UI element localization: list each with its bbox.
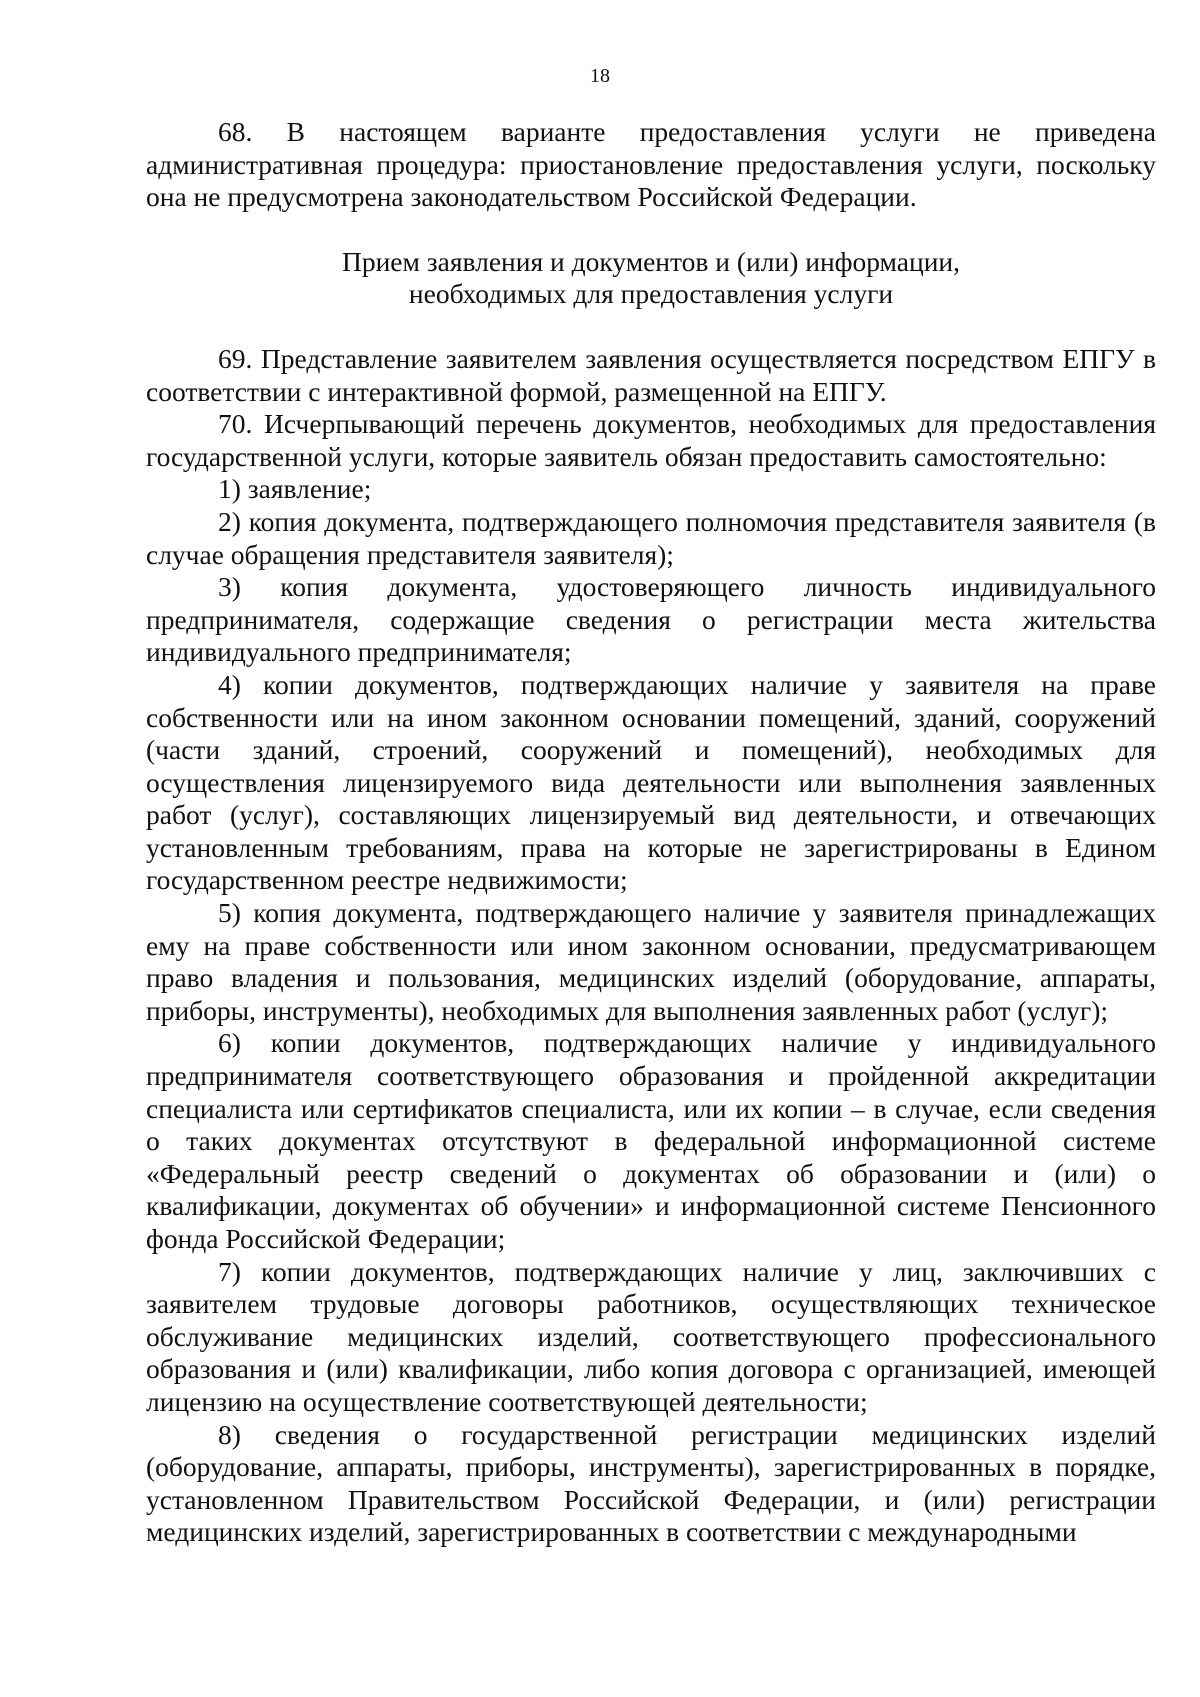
list-item-7: 7) копии документов, подтверждающих наличие у лиц, заключивших с заявителем трудовые договоры работников, осуществляющих техническое обслуживание медицинских изделий, соответствующего профессионального образования и (или) квалификации, либо копия договора с организацией, имеющей лицензию на осуществление соответствующей деятельности;: [146, 1255, 1156, 1417]
section-heading-line-1: Прием заявления и документов и (или) информации,: [341, 245, 961, 277]
section-heading-line-2: необходимых для предоставления услуги: [408, 278, 894, 310]
paragraph-69: 69. Представление заявителем заявления осуществляется посредством ЕПГУ в соответствии с интерактивной формой, размещенной на ЕПГУ.: [146, 342, 1156, 407]
list-item-8: 8) сведения о государственной регистрации медицинских изделий (оборудование, аппараты, приборы, инструменты), зарегистрированных в порядке, установленном Правительством Российской Федерации, и (или) регистрации медицинских изделий, зарегистрированных в соответствии с международными: [146, 1418, 1156, 1548]
paragraph-70: 70. Исчерпывающий перечень документов, необходимых для предоставления государственной услуги, которые заявитель обязан предоставить самостоятельно:: [146, 408, 1156, 472]
paragraph-68: 68. В настоящем варианте предоставления услуги не приведена административная процедура: приостановление предоставления услуги, поскольку она не предусмотрена законодательством Российской Федерации.: [146, 116, 1156, 213]
page-number: 18: [590, 65, 610, 87]
section-heading: [146, 246, 1156, 311]
list-item-2: 2) копия документа, подтверждающего полномочия представителя заявителя (в случае обращения представителя заявителя);: [146, 505, 1156, 570]
list-item-3: 3) копия документа, удостоверяющего личность индивидуального предпринимателя, содержащие сведения о регистрации места жительства индивидуального предпринимателя;: [146, 571, 1156, 668]
list-item-4: 4) копии документов, подтверждающих наличие у заявителя на праве собственности или на ином законном основании помещений, зданий, сооружений (части зданий, строений, сооружений и помещений), необходимых для осуществления лицензируемого вида деятельности или выполнения заявленных работ (услуг), составляющих лицензируемый вид деятельности, и отвечающих установленным требованиям, права на которые не зарегистрированы в Едином государственном реестре недвижимости;: [146, 668, 1156, 896]
list-item-1: 1) заявление;: [218, 473, 372, 505]
list-item-5: 5) копия документа, подтверждающего наличие у заявителя принадлежащих ему на праве собственности или ином законном основании, предусматривающем право владения и пользования, медицинских изделий (оборудование, аппараты, приборы, инструменты), необходимых для выполнения заявленных работ (услуг);: [146, 897, 1156, 1026]
list-item-6: 6) копии документов, подтверждающих наличие у индивидуального предпринимателя соответствующего образования и пройденной аккредитации специалиста или сертификатов специалиста, или их копии – в случае, если сведения о таких документах отсутствуют в федеральной информационной системе «Федеральный реестр сведений о документах об образовании и (или) о квалификации, документах об обучении» и информационной системе Пенсионного фонда Российской Федерации;: [146, 1027, 1156, 1254]
document-body: [146, 116, 1156, 1549]
